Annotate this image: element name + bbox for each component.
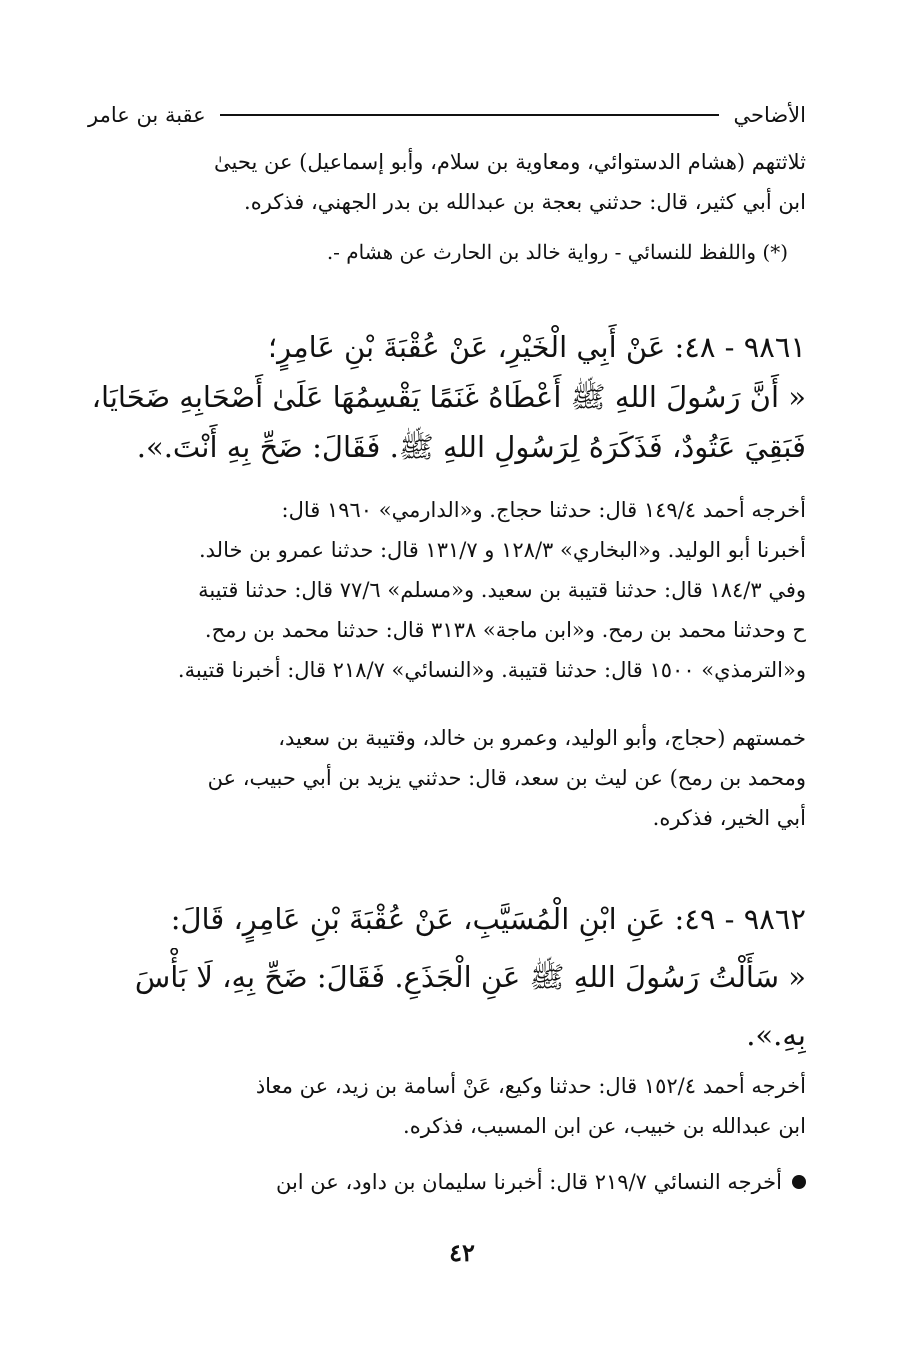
hadith-text-line: بِهِ.».	[746, 1018, 806, 1052]
hadith-heading: ٩٨٦١ - ٤٨: عَنْ أَبِي الْخَيْرِ، عَنْ عُقْبَةَ بْنِ عَامِرٍ؛	[267, 330, 806, 364]
intro-paragraph	[88, 142, 806, 222]
bullet-dot-icon	[792, 1175, 806, 1189]
header-rule	[220, 114, 720, 116]
hadith-heading: ٩٨٦٢ - ٤٩: عَنِ ابْنِ الْمُسَيَّبِ، عَنْ عُقْبَةَ بْنِ عَامِرٍ، قَالَ:	[170, 902, 806, 936]
text-line: خمستهم (حجاج، وأبو الوليد، وعمرو بن خالد، وقتيبة بن سعيد،	[278, 726, 806, 750]
hadith-text-line: « أَنَّ رَسُولَ اللهِ ﷺ أَعْطَاهُ غَنَمًا يَقْسِمُهَا عَلَىٰ أَصْحَابِهِ ضَحَايَا،	[91, 380, 806, 414]
hadith-text-line: « سَأَلْتُ رَسُولَ اللهِ ﷺ عَنِ الْجَذَعِ. فَقَالَ: ضَحِّ بِهِ، لَا بَأْسَ	[134, 960, 806, 994]
text-line: وفي ١٨٤/٣ قال: حدثنا قتيبة بن سعيد. و«مسلم» ٧٧/٦ قال: حدثنا قتيبة	[198, 578, 806, 602]
header-chapter-title: الأضاحي	[733, 103, 806, 127]
takhrij-9862-para1	[88, 1066, 806, 1146]
text-line: ح وحدثنا محمد بن رمح. و«ابن ماجة» ٣١٣٨ قال: حدثنا محمد بن رمح.	[204, 618, 806, 642]
takhrij-9862-bullet	[88, 1162, 806, 1202]
hadith-9862	[88, 890, 806, 1064]
text-line: أخرجه أحمد ١٥٢/٤ قال: حدثنا وكيع، عَنْ أسامة بن زيد، عن معاذ	[255, 1074, 806, 1098]
text-line: ومحمد بن رمح) عن ليث بن سعد، قال: حدثني يزيد بن أبي حبيب، عن	[207, 766, 806, 790]
hadith-text-line: فَبَقِيَ عَتُودٌ، فَذَكَرَهُ لِرَسُولِ اللهِ ﷺ. فَقَالَ: ضَحِّ بِهِ أَنْتَ.».	[136, 430, 806, 464]
text-line: أخبرنا أبو الوليد. و«البخاري» ١٢٨/٣ و ١٣١/٧ قال: حدثنا عمرو بن خالد.	[198, 538, 806, 562]
hadith-9861	[88, 322, 806, 472]
text-line: أخرجه أحمد ١٤٩/٤ قال: حدثنا حجاج. و«الدارمي» ١٩٦٠ قال:	[281, 498, 806, 522]
header-section-title: عقبة بن عامر	[88, 103, 206, 127]
running-header	[88, 98, 806, 132]
takhrij-9861-para2	[88, 718, 806, 838]
text-line: ابن عبدالله بن خبيب، عن ابن المسيب، فذكره.	[403, 1114, 806, 1138]
footnote-note	[88, 232, 788, 272]
text-line: أبي الخير، فذكره.	[652, 806, 806, 830]
text-line: ابن أبي كثير، قال: حدثني بعجة بن عبدالله بن بدر الجهني، فذكره.	[244, 190, 806, 214]
takhrij-9861-para1	[88, 490, 806, 690]
note-line: (*) واللفظ للنسائي - رواية خالد بن الحارث عن هشام -.	[326, 240, 788, 264]
page-number: ٤٢	[449, 1238, 475, 1267]
text-line: ثلاثتهم (هشام الدستوائي، ومعاوية بن سلام، وأبو إسماعيل) عن يحيىٰ	[214, 150, 806, 174]
text-line: أخرجه النسائي ٢١٩/٧ قال: أخبرنا سليمان بن داود، عن ابن	[275, 1170, 782, 1194]
text-line: و«الترمذي» ١٥٠٠ قال: حدثنا قتيبة. و«النسائي» ٢١٨/٧ قال: أخبرنا قتيبة.	[177, 658, 806, 682]
